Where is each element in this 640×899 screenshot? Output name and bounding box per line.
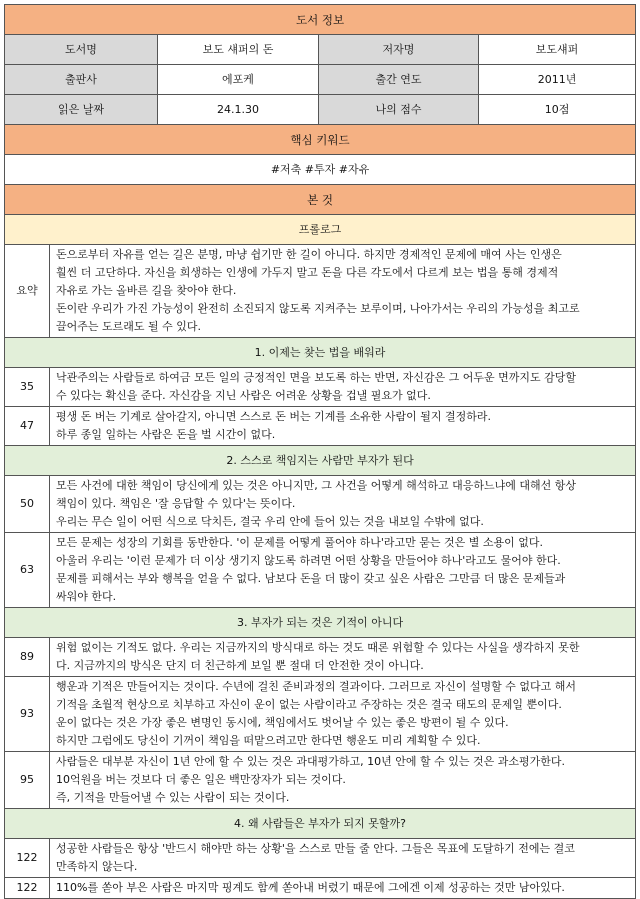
chapter-4-header: 4. 왜 사람들은 부자가 되지 못할까? (5, 809, 636, 839)
pub-year-label: 출간 연도 (319, 65, 479, 95)
book-info-header: 도서 정보 (5, 5, 636, 35)
note-line: 평생 돈 버는 기계로 살아갈지, 아니면 스스로 돈 버는 기계를 소유한 사람이 될지 결정하라. (56, 410, 491, 423)
summary-line: 끌어주는 도르래도 될 수 있다. (56, 320, 201, 333)
page-number: 35 (5, 368, 50, 407)
my-score-value: 10점 (479, 95, 636, 125)
read-date-value: 24.1.30 (158, 95, 319, 125)
summary-line: 훨씬 더 고단하다. 자신을 희생하는 인생에 가두지 말고 돈을 다른 각도에서 다르게 보는 법을 통해 경제적 (56, 266, 559, 279)
publisher-value: 에포케 (158, 65, 319, 95)
note-line: 행운과 기적은 만들어지는 것이다. 수년에 걸친 준비과정의 결과이다. 그러므로 자신이 설명할 수 없다고 해서 (56, 680, 576, 693)
note-line: 하지만 그럼에도 당신이 기꺼이 책임을 떠맡으려고만 한다면 행운도 미리 계획할 수 있다. (56, 734, 481, 747)
note-line: 기적을 초월적 현상으로 치부하고 자신이 운이 없는 사람이라고 주장하는 것은 결국 태도의 문제일 뿐이다. (56, 698, 562, 711)
page-number: 95 (5, 752, 50, 809)
summary-line: 돈으로부터 자유를 얻는 길은 분명, 마냥 쉽기만 한 길이 아니다. 하지만 경제적인 문제에 매여 사는 인생은 (56, 248, 562, 261)
note-line: 우리는 무슨 일이 어떤 식으로 닥치든, 결국 우리 안에 들어 있는 것을 내보일 수밖에 없다. (56, 515, 484, 528)
note-text (50, 752, 636, 809)
note-line: 10억원을 버는 것보다 더 좋은 일은 백만장자가 되는 것이다. (56, 773, 346, 786)
read-date-label: 읽은 날짜 (5, 95, 158, 125)
page-number: 47 (5, 407, 50, 446)
note-line: 낙관주의는 사람들로 하여금 모든 일의 긍정적인 면을 보도록 하는 반면, 자신감은 그 어두운 면까지도 감당할 (56, 371, 576, 384)
note-text (50, 638, 636, 677)
chapter-1-header: 1. 이제는 찾는 법을 배워라 (5, 338, 636, 368)
summary-label: 요약 (5, 245, 50, 338)
keywords-header: 핵심 키워드 (5, 125, 636, 155)
page-number: 63 (5, 533, 50, 608)
pub-year-value: 2011년 (479, 65, 636, 95)
author-value: 보도섀퍼 (479, 35, 636, 65)
note-line: 만족하지 않는다. (56, 860, 138, 873)
prologue-summary (50, 245, 636, 338)
note-line: 운이 없다는 것은 가장 좋은 변명인 동시에, 책임에서도 벗어날 수 있는 좋은 방편이 될 수 있다. (56, 716, 509, 729)
page-number: 122 (5, 839, 50, 878)
note-line: 모든 사건에 대한 책임이 당신에게 있는 것은 아니지만, 그 사건을 어떻게 해석하고 대응하느냐에 대해선 항상 (56, 479, 576, 492)
note-text (50, 839, 636, 878)
summary-line: 자유로 가는 올바른 길을 찾아야 한다. (56, 284, 237, 297)
note-line: 문제를 피해서는 부와 행복을 얻을 수 없다. 남보다 돈을 더 많이 갖고 싶은 사람은 그만큼 더 많은 문제들과 (56, 572, 566, 585)
chapter-3-header: 3. 부자가 되는 것은 기적이 아니다 (5, 608, 636, 638)
book-name-label: 도서명 (5, 35, 158, 65)
note-text (50, 677, 636, 752)
note-line: 110%를 쏟아 부은 사람은 마지막 핑계도 함께 쏟아내 버렸기 때문에 그에겐 이제 성공하는 것만 남아있다. (56, 881, 565, 894)
publisher-label: 출판사 (5, 65, 158, 95)
chapter-2-header: 2. 스스로 책임지는 사람만 부자가 된다 (5, 446, 636, 476)
page-number: 50 (5, 476, 50, 533)
summary-line: 돈이란 우리가 가진 가능성이 완전히 소진되지 않도록 지켜주는 보루이며, 나아가서는 우리의 가능성을 최고로 (56, 302, 580, 315)
note-line: 수 있다는 확신을 준다. 자신감을 지닌 사람은 어려운 상황을 겁낼 필요가 없다. (56, 389, 431, 402)
keyword-tags: #저축 #투자 #자유 (5, 155, 636, 185)
note-text (50, 533, 636, 608)
note-text (50, 368, 636, 407)
note-line: 책임이 있다. 책임은 '잘 응답할 수 있다'는 뜻이다. (56, 497, 296, 510)
note-line: 모든 문제는 성장의 기회를 동반한다. '이 문제를 어떻게 풀어야 하나'라고만 묻는 것은 별 소용이 없다. (56, 536, 544, 549)
note-line: 위험 없이는 기적도 없다. 우리는 지금까지의 방식대로 하는 것도 때론 위험할 수 있다는 사실을 생각하지 못한 (56, 641, 580, 654)
page-number: 122 (5, 878, 50, 899)
note-text (50, 878, 636, 899)
note-line: 즉, 기적을 만들어낼 수 있는 사람이 되는 것이다. (56, 791, 290, 804)
note-line: 성공한 사람들은 항상 '반드시 해야만 하는 상황'을 스스로 만들 줄 안다. 그들은 목표에 도달하기 전에는 결코 (56, 842, 575, 855)
note-line: 사람들은 대부분 자신이 1년 안에 할 수 있는 것은 과대평가하고, 10년 안에 할 수 있는 것은 과소평가한다. (56, 755, 565, 768)
main-header: 본 것 (5, 185, 636, 215)
note-line: 다. 지금까지의 방식은 단지 더 친근하게 보일 뿐 절대 더 안전한 것이 아니다. (56, 659, 424, 672)
book-name-value: 보도 섀퍼의 돈 (158, 35, 319, 65)
reading-note-table (4, 4, 636, 899)
note-line: 아울러 우리는 '이런 문제가 더 이상 생기지 않도록 하려면 어떤 상황을 만들어야 하나'라고도 물어야 한다. (56, 554, 561, 567)
page-number: 89 (5, 638, 50, 677)
note-text (50, 407, 636, 446)
page-number: 93 (5, 677, 50, 752)
note-line: 하루 종일 일하는 사람은 돈을 벌 시간이 없다. (56, 428, 276, 441)
reading-note-page (4, 4, 635, 899)
note-text (50, 476, 636, 533)
prologue-header: 프롤로그 (5, 215, 636, 245)
my-score-label: 나의 점수 (319, 95, 479, 125)
note-line: 싸워야 한다. (56, 590, 117, 603)
author-label: 저자명 (319, 35, 479, 65)
